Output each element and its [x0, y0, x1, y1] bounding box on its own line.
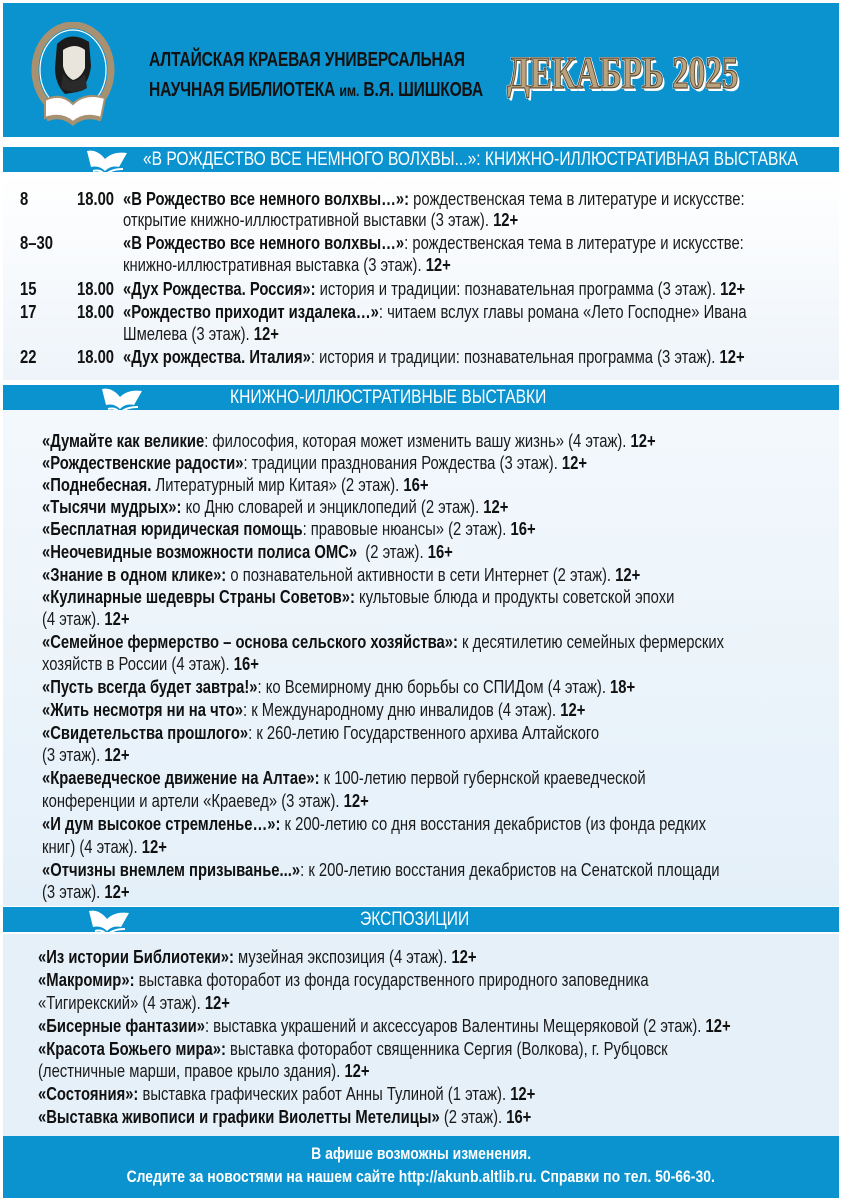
event-day: 8–30: [20, 232, 53, 253]
page-footer: [3, 1136, 839, 1198]
event-line: [123, 232, 744, 253]
age-rating: 16+: [427, 541, 453, 562]
item-title: «Семейное фермерство – основа сельского хозяйства»:: [42, 631, 458, 652]
item-line-cont: [42, 881, 130, 902]
age-rating: 12+: [343, 790, 369, 811]
item-desc: хозяйств в России (4 этаж).: [42, 653, 234, 674]
age-rating: 12+: [104, 744, 130, 765]
item-line: [38, 969, 649, 990]
item-desc: конференции и артели «Краевед» (3 этаж).: [42, 790, 344, 811]
item-desc: : традиции празднования Рождества (3 этаж).: [243, 452, 562, 473]
exposition-item: [38, 1015, 731, 1036]
exhibition-item: [42, 474, 428, 495]
library-name-part: НАУЧНАЯ БИБЛИОТЕКА: [149, 79, 340, 101]
library-name-line2: [149, 75, 483, 107]
age-rating: 12+: [561, 452, 588, 473]
footer-contacts: [3, 1166, 839, 1188]
event-desc: : история и традиции: познавательная программа (3 этаж).: [310, 346, 720, 367]
exhibition-item: [42, 496, 508, 517]
section-title: КНИЖНО-ИЛЛЮСТРАТИВНЫЕ ВЫСТАВКИ: [230, 387, 547, 408]
exhibition-item: [42, 518, 536, 539]
item-line-cont: [42, 744, 130, 765]
item-desc: (4 этаж).: [42, 608, 105, 629]
item-title: «Макромир»:: [38, 969, 135, 990]
item-desc: (3 этаж).: [42, 881, 105, 902]
item-title: «Знание в одном клике»:: [42, 564, 227, 585]
item-title: «Состояния»:: [38, 1083, 139, 1104]
age-rating: 12+: [493, 209, 519, 230]
item-title: «Поднебесная.: [42, 474, 152, 495]
event-title: «В Рождество все немного волхвы…»:: [123, 188, 410, 209]
event-desc: рождественская тема в литературе и искусстве:: [409, 188, 745, 209]
item-title: «Пусть всегда будет завтра!»: [42, 676, 258, 697]
age-rating: 16+: [510, 518, 536, 539]
item-line: [42, 586, 674, 607]
event-desc: история и традиции: познавательная программа (3 этаж).: [315, 278, 721, 299]
item-title: «Бисерные фантазии»: [38, 1015, 205, 1036]
footer-notice: [3, 1143, 839, 1165]
item-desc: : к 200-летию восстания декабристов на Сенатской площади: [300, 859, 720, 880]
item-title: «Краеведческое движение на Алтае»:: [42, 767, 320, 788]
event-title: «В Рождество все немного волхвы…»: [123, 232, 405, 253]
item-line-cont: [42, 653, 259, 674]
section-title: «В РОЖДЕСТВО ВСЕ НЕМНОГО ВОЛХВЫ...»: КНИЖНО-ИЛЛЮСТРАТИВНАЯ ВЫСТАВКА: [143, 149, 798, 170]
item-title: «Кулинарные шедевры Страны Советов»:: [42, 586, 355, 607]
item-desc: ко Дню словарей и энциклопедий (2 этаж).: [181, 496, 484, 517]
item-line: [42, 859, 720, 880]
item-desc: : выставка украшений и аксессуаров Валентины Мещеряковой (2 этаж).: [204, 1015, 706, 1036]
page-header: [3, 3, 839, 137]
section-title: ЭКСПОЗИЦИИ: [360, 909, 470, 930]
item-line-cont: [42, 608, 130, 629]
event-time: 18.00: [77, 188, 115, 209]
exhibition-item: [42, 541, 453, 562]
item-line: [42, 813, 706, 834]
exhibition-item: [42, 699, 585, 720]
library-name-im: им.: [339, 83, 360, 100]
age-rating: 12+: [425, 254, 451, 275]
event-line-cont: [123, 209, 518, 230]
event-desc: открытие книжно-иллюстративной выставки (3 этаж).: [123, 209, 494, 230]
event-line-cont: [123, 323, 279, 344]
age-rating: 18+: [610, 676, 636, 697]
age-rating: 16+: [403, 474, 429, 495]
library-name-person: В.Я. ШИШКОВА: [359, 79, 483, 101]
item-desc: : ко Всемирному дню борьбы со СПИДом (4 этаж).: [257, 676, 611, 697]
item-line-cont: [38, 1060, 370, 1081]
item-title: «Отчизны внемлем призыванье...»: [42, 859, 301, 880]
age-rating: 12+: [705, 1015, 731, 1036]
section-bar-exhibitions: [3, 385, 839, 410]
age-rating: 12+: [483, 496, 509, 517]
item-desc: (2 этаж).: [357, 541, 428, 562]
age-rating: 12+: [630, 430, 656, 451]
item-desc: выставка фоторабот священника Сергия (Волкова), г. Рубцовск: [225, 1038, 668, 1059]
item-title: «Рождественские радости»: [42, 452, 244, 473]
event-desc: : рождественская тема в литературе и искусстве:: [404, 232, 744, 253]
item-line: [42, 631, 724, 652]
item-title: «Жить несмотря ни на что»: [42, 699, 243, 720]
age-rating: 12+: [104, 608, 130, 629]
event-day: 22: [20, 346, 37, 367]
library-name-line1: АЛТАЙСКАЯ КРАЕВАЯ УНИВЕРСАЛЬНАЯ: [149, 49, 465, 71]
item-line: [38, 1038, 668, 1059]
event-day: 15: [20, 278, 37, 299]
library-name: [149, 45, 483, 107]
month-title: ДЕКАБРЬ 2025: [507, 47, 739, 98]
exposition-item: [38, 1106, 531, 1127]
event-line: [123, 346, 745, 367]
item-desc: к 200-летию со дня восстания декабристов (из фонда редких: [280, 813, 707, 834]
exposition-item: [38, 1083, 535, 1104]
item-desc: : к 260-летию Государственного архива Алтайского: [248, 722, 600, 743]
item-line: [42, 722, 599, 743]
item-desc: к десятилетию семейных фермерских: [457, 631, 725, 652]
item-title: «И дум высокое стремленье…»:: [42, 813, 281, 834]
age-rating: 12+: [104, 881, 130, 902]
event-line-cont: [123, 254, 451, 275]
exhibition-item: [42, 676, 635, 697]
item-desc: книг) (4 этаж).: [42, 836, 142, 857]
item-desc: музейная экспозиция (4 этаж).: [233, 946, 452, 967]
age-rating: 12+: [253, 323, 279, 344]
item-line-cont: [38, 992, 230, 1013]
event-time: 18.00: [77, 346, 115, 367]
item-desc: : к Международному дню инвалидов (4 этаж).: [242, 699, 561, 720]
event-desc: : читаем вслух главы романа «Лето Господне» Ивана: [378, 301, 747, 322]
item-title: «Думайте как великие: [42, 430, 205, 451]
age-rating: 16+: [233, 653, 259, 674]
item-desc: : правовые нюансы» (2 этаж).: [302, 518, 511, 539]
item-line-cont: [42, 836, 167, 857]
event-day: 17: [20, 301, 37, 322]
event-desc: Шмелева (3 этаж).: [123, 323, 254, 344]
item-desc: Литературный мир Китая» (2 этаж).: [151, 474, 404, 495]
event-line: [123, 278, 745, 299]
item-desc: о познавательной активности в сети Интернет (2 этаж).: [226, 564, 616, 585]
item-title: «Тысячи мудрых»:: [42, 496, 182, 517]
item-desc: выставка фоторабот из фонда государственного природного заповедника: [134, 969, 649, 990]
event-time: 18.00: [77, 278, 115, 299]
item-desc: (2 этаж).: [439, 1106, 507, 1127]
item-title: «Свидетельства прошлого»: [42, 722, 249, 743]
age-rating: 12+: [560, 699, 586, 720]
exhibition-item: [42, 452, 587, 473]
item-line-cont: [42, 790, 369, 811]
item-desc: выставка графических работ Анны Тулиной (1 этаж).: [138, 1083, 511, 1104]
exposition-item: [38, 946, 477, 967]
age-rating: 12+: [510, 1083, 536, 1104]
section-bar-expositions: [3, 907, 839, 932]
item-title: «Выставка живописи и графики Виолетты Метелицы»: [38, 1106, 440, 1127]
event-time: 18.00: [77, 301, 115, 322]
age-rating: 12+: [615, 564, 641, 585]
section-bar-christmas: [3, 147, 839, 172]
item-desc: (3 этаж).: [42, 744, 105, 765]
event-line: [123, 301, 747, 322]
age-rating: 12+: [451, 946, 477, 967]
footer-contacts-text: Следите за новостями на нашем сайте http://akunb.altlib.ru. Справки по тел. 50-66-30.: [126, 1167, 716, 1186]
event-day: 8: [20, 188, 29, 209]
item-title: «Красота Божьего мира»:: [38, 1038, 226, 1059]
item-title: «Бесплатная юридическая помощь: [42, 518, 303, 539]
exhibition-item: [42, 564, 640, 585]
event-title: «Рождество приходит издалека…»: [123, 301, 379, 322]
age-rating: 12+: [204, 992, 230, 1013]
age-rating: 12+: [720, 278, 746, 299]
event-desc: книжно-иллюстративная выставка (3 этаж).: [123, 254, 426, 275]
item-title: «Неочевидные возможности полиса ОМС»: [42, 541, 358, 562]
library-logo-icon: [31, 22, 115, 130]
item-desc: к 100-летию первой губернской краеведческой: [319, 767, 646, 788]
event-title: «Дух рождества. Италия»: [123, 346, 311, 367]
age-rating: 12+: [719, 346, 745, 367]
footer-notice-text: В афише возможны изменения.: [311, 1144, 531, 1163]
event-title: «Дух Рождества. Россия»:: [123, 278, 316, 299]
event-line: [123, 188, 745, 209]
age-rating: 12+: [344, 1060, 370, 1081]
item-line: [42, 767, 646, 788]
item-desc: : философия, которая может изменить вашу жизнь» (4 этаж).: [204, 430, 631, 451]
item-desc: «Тигирекский» (4 этаж).: [38, 992, 205, 1013]
age-rating: 12+: [141, 836, 167, 857]
item-desc: (лестничные марши, правое крыло здания).: [38, 1060, 345, 1081]
item-title: «Из истории Библиотеки»:: [38, 946, 234, 967]
item-desc: культовые блюда и продукты советской эпохи: [354, 586, 675, 607]
exhibition-item: [42, 430, 656, 451]
age-rating: 16+: [506, 1106, 532, 1127]
